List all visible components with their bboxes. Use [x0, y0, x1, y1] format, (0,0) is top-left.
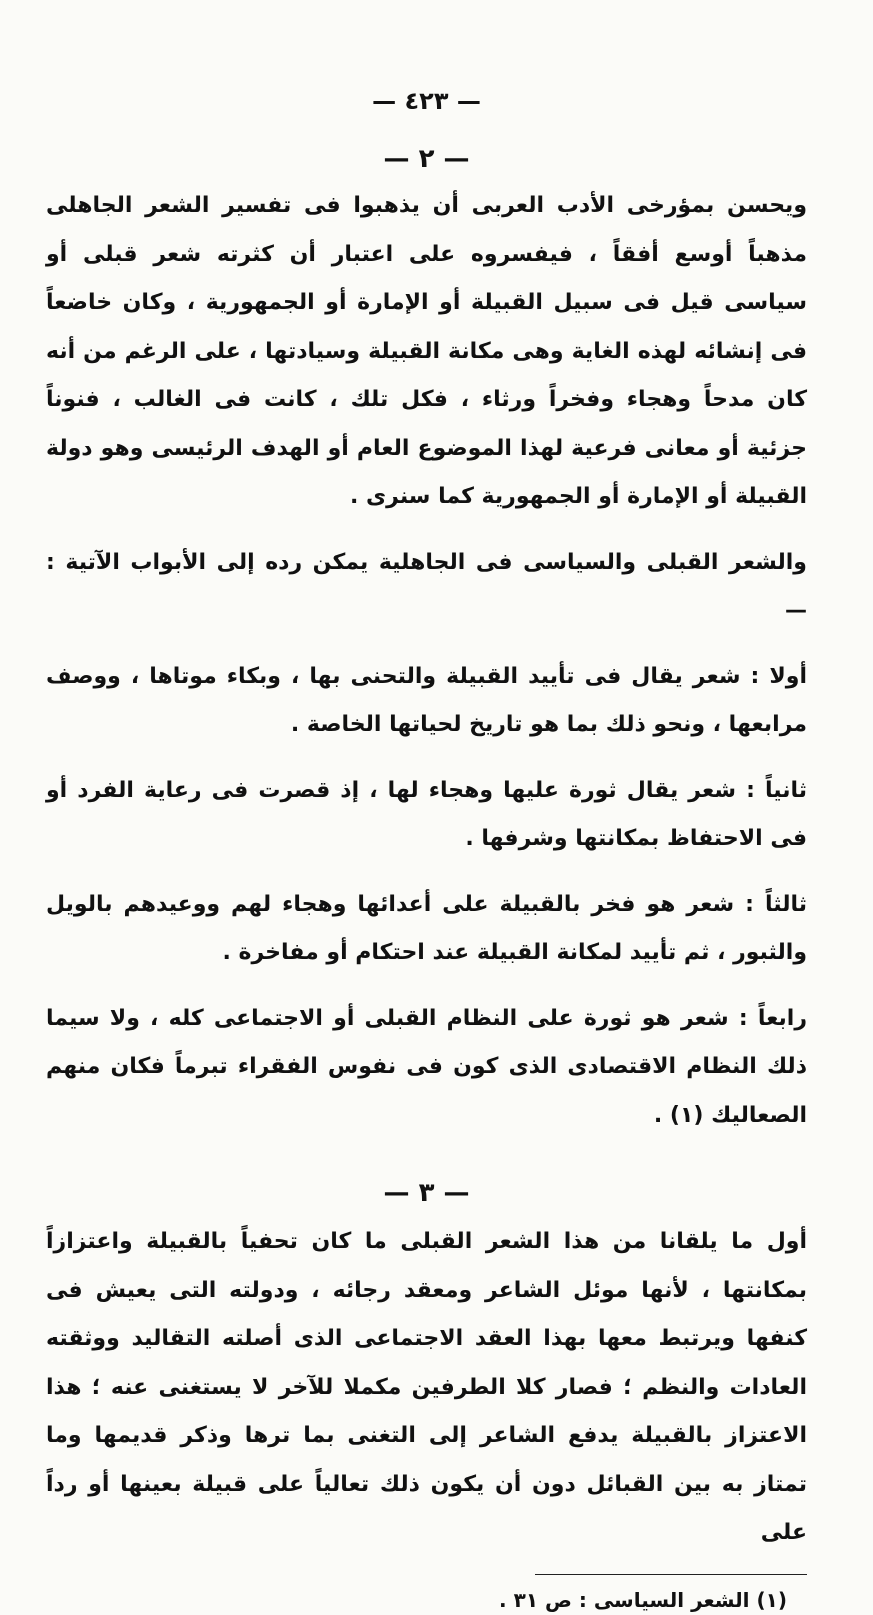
category-third-paragraph: ثالثاً : شعر هو فخر بالقبيلة على أعدائها وهجاء لهم ووعيدهم بالويل والثبور ، ثم تأييد لمكانة القبيلة عند احتكام أو مفاخرة . [46, 891, 807, 965]
footnote: (١) الشعر السياسى : ص ٣١ . [499, 1587, 787, 1612]
category-first-paragraph: أولا : شعر يقال فى تأييد القبيلة والتحنى بها ، وبكاء موتاها ، ووصف مرابعها ، ونحو ذلك بما هو تاريخ لحياتها الخاصة . [46, 663, 807, 737]
intro-paragraph: ويحسن بمؤرخى الأدب العربى أن يذهبوا فى تفسير الشعر الجاهلى مذهباً أوسع أفقاً ، فيفسروه على اعتبار أن كثرته شعر قبلى أو سياسى قيل فى سبيل القبيلة أو الإمارة أو الجمهورية ، وكان خاضعاً فى إنشائه لهذه الغاية وهى مكانة القبيلة وسيادتها ، على الرغم من أنه كان مدحاً وهجاء وفخراً ورثاء ، فكل تلك ، كانت فى الغالب ، فنوناً جزئية أو معانى فرعية لهذا الموضوع العام أو الهدف الرئيسى وهو دولة القبيلة أو الإمارة أو الجمهورية كما سنرى . [46, 193, 807, 509]
section-marker-2: — ٢ — [383, 144, 470, 174]
categories-lead-paragraph: والشعر القبلى والسياسى فى الجاهلية يمكن رده إلى الأبواب الآتية : — [46, 549, 807, 623]
section-3-paragraph: أول ما يلقانا من هذا الشعر القبلى ما كان تحفياً بالقبيلة واعتزازاً بمكانتها ، لأنها موئل الشاعر ومعقد رجائه ، ودولته التى يعيش فى كنفها ويرتبط معها بهذا العقد الاجتماعى الذى أصلته التقاليد ووثقته العادات والنظم ؛ فصار كلا الطرفين مكملا للآخر لا يستغنى عنه ؛ هذا الاعتزاز بالقبيلة يدفع الشاعر إلى التغنى بما ترها وذكر قديمها وما تمتاز به بين القبائل دون أن يكون ذلك تعالياً على قبيلة بعينها أو رداً على [46, 1229, 807, 1545]
category-fourth-paragraph: رابعاً : شعر هو ثورة على النظام القبلى أو الاجتماعى كله ، ولا سيما ذلك النظام الاقتصادى الذى كون فى نفوس الفقراء تبرماً فكان منهم الصعاليك (١) . [46, 1005, 807, 1128]
footnote-divider [535, 1574, 807, 1575]
section-marker-3: — ٣ — [383, 1178, 470, 1208]
page-number: — ٤٢٣ — [372, 87, 481, 115]
category-second-paragraph: ثانياً : شعر يقال ثورة عليها وهجاء لها ، إذ قصرت فى رعاية الفرد أو فى الاحتفاظ بمكانتها وشرفها . [46, 777, 807, 851]
section-3-body [46, 1218, 807, 1558]
section-2-body [46, 182, 807, 1140]
